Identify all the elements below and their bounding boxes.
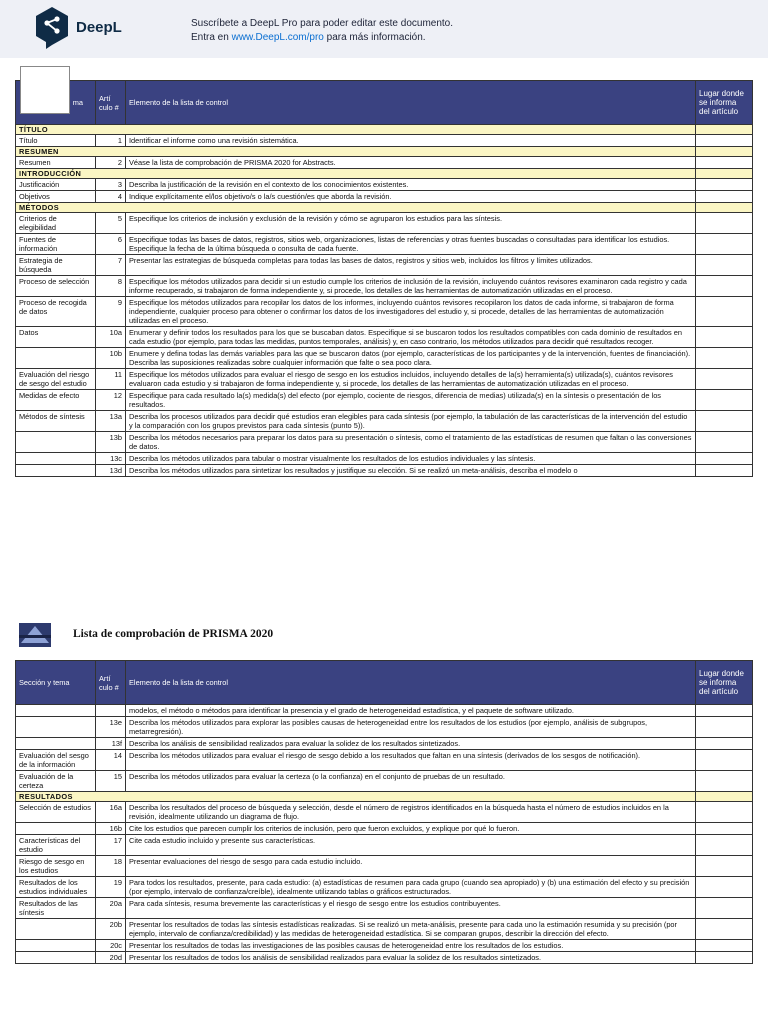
topic-cell: Resultados de los estudios individuales [16, 877, 96, 898]
table-row [16, 856, 753, 877]
location-cell[interactable] [696, 348, 753, 369]
promo-pre: Entra en [191, 32, 232, 43]
topic-cell: Evaluación del sesgo de la información [16, 750, 96, 771]
item-number-cell: 8 [96, 276, 126, 297]
checklist-item-cell: Presentar las estrategias de búsqueda completas para todas las bases de datos, registros y sitios web, incluidos los filtros y límites utilizados. [126, 255, 696, 276]
checklist-item-cell: Para cada síntesis, resuma brevemente las características y el riesgo de sesgo entre los estudios contribuyentes. [126, 898, 696, 919]
table-row [16, 179, 753, 191]
topic-cell: Resultados de las síntesis [16, 898, 96, 919]
table-row [16, 898, 753, 919]
section-location-cell [696, 203, 753, 213]
checklist-table-1 [15, 80, 753, 477]
item-number-cell: 13a [96, 411, 126, 432]
item-number-cell: 10a [96, 327, 126, 348]
item-number-cell: 16a [96, 802, 126, 823]
table-row [16, 771, 753, 792]
checklist-item-cell: Describa los métodos utilizados para evaluar la certeza (o la confianza) en el conjunto de pruebas de un resultado. [126, 771, 696, 792]
location-cell[interactable] [696, 369, 753, 390]
item-number-cell: 14 [96, 750, 126, 771]
location-cell[interactable] [696, 705, 753, 717]
location-cell[interactable] [696, 213, 753, 234]
checklist-table-2 [15, 660, 753, 964]
location-cell[interactable] [696, 390, 753, 411]
location-cell[interactable] [696, 952, 753, 964]
table-row [16, 157, 753, 169]
checklist-item-cell: Describa los resultados del proceso de búsqueda y selección, desde el número de registros identificados en la búsqueda hasta el número de estudios incluidos en la revisión, idealmente utilizando un diagrama de flujo. [126, 802, 696, 823]
deepl-brand-name: DeepL [76, 19, 122, 36]
section-location-cell [696, 147, 753, 157]
section-row [16, 147, 753, 157]
checklist-item-cell: Indique explícitamente el/los objetivo/s o la/s cuestión/es que aborda la revisión. [126, 191, 696, 203]
topic-cell [16, 465, 96, 477]
item-number-cell: 6 [96, 234, 126, 255]
location-cell[interactable] [696, 276, 753, 297]
header-item-number: Artí culo # [96, 661, 126, 705]
location-cell[interactable] [696, 940, 753, 952]
checklist-item-cell: Presentar los resultados de todos los análisis de sensibilidad realizados para evaluar la solidez de los resultados sintetizados. [126, 952, 696, 964]
location-cell[interactable] [696, 771, 753, 792]
section-row [16, 125, 753, 135]
table-row [16, 952, 753, 964]
checklist-page-1 [15, 80, 752, 477]
checklist-item-cell: Especifique los métodos utilizados para decidir si un estudio cumple los criterios de inclusión de la revisión, incluyendo cuántos revisores examinaron cada registro y cada informe recuperado, si trabajaron de forma independiente y, si procede, los detalles de las herramientas de automatización utilizadas en el proceso. [126, 276, 696, 297]
item-number-cell: 13e [96, 717, 126, 738]
header-checklist-element: Elemento de la lista de control [126, 661, 696, 705]
item-number-cell [96, 705, 126, 717]
topic-cell: Selección de estudios [16, 802, 96, 823]
section-location-cell [696, 125, 753, 135]
location-cell[interactable] [696, 179, 753, 191]
checklist-item-cell: Describa los procesos utilizados para decidir qué estudios eran elegibles para cada síntesis (por ejemplo, la tabulación de las características de la intervención del estudio y la comparación con los grupos previstos para cada síntesis (punto 5)). [126, 411, 696, 432]
table-row [16, 135, 753, 147]
item-number-cell: 17 [96, 835, 126, 856]
checklist-item-cell: Describa los métodos utilizados para sintetizar los resultados y justifique su elección. Si se realizó un meta-análisis, describa el modelo o [126, 465, 696, 477]
table-row [16, 213, 753, 234]
section-label: MÉTODOS [16, 203, 696, 213]
location-cell[interactable] [696, 327, 753, 348]
section-row [16, 169, 753, 179]
topic-cell: Título [16, 135, 96, 147]
table-row [16, 823, 753, 835]
location-cell[interactable] [696, 191, 753, 203]
header-section-partial: ma [72, 98, 83, 107]
topic-cell [16, 348, 96, 369]
topic-cell: Resumen [16, 157, 96, 169]
location-cell[interactable] [696, 750, 753, 771]
checklist-item-cell: Identificar el informe como una revisión sistemática. [126, 135, 696, 147]
item-number-cell: 2 [96, 157, 126, 169]
item-number-cell: 7 [96, 255, 126, 276]
topic-cell: Datos [16, 327, 96, 348]
topic-cell [16, 940, 96, 952]
promo-line-1: Suscríbete a DeepL Pro para poder editar este documento. [191, 18, 454, 29]
prisma-logo-icon [19, 623, 51, 647]
header-checklist-element: Elemento de la lista de control [126, 81, 696, 125]
topic-cell [16, 738, 96, 750]
header-location: Lugar donde se informa del artículo [696, 81, 753, 125]
table-row [16, 348, 753, 369]
location-cell[interactable] [696, 738, 753, 750]
location-cell[interactable] [696, 898, 753, 919]
table-row [16, 411, 753, 432]
item-number-cell: 13c [96, 453, 126, 465]
topic-cell [16, 453, 96, 465]
checklist-item-cell: Describa los métodos necesarios para preparar los datos para su presentación o síntesis, como el tratamiento de las estadísticas de resumen que faltan o las conversiones de datos. [126, 432, 696, 453]
topic-cell: Evaluación del riesgo de sesgo del estudio [16, 369, 96, 390]
item-number-cell: 3 [96, 179, 126, 191]
table-row [16, 919, 753, 940]
location-cell[interactable] [696, 297, 753, 327]
table-row [16, 835, 753, 856]
table-row [16, 297, 753, 327]
deepl-pro-link[interactable]: www.DeepL.com/pro [231, 32, 324, 43]
section-label: TÍTULO [16, 125, 696, 135]
table-row [16, 255, 753, 276]
location-cell[interactable] [696, 255, 753, 276]
checklist-item-cell: Cite cada estudio incluido y presente sus características. [126, 835, 696, 856]
topic-cell [16, 952, 96, 964]
topic-cell: Medidas de efecto [16, 390, 96, 411]
checklist-item-cell: Presentar evaluaciones del riesgo de sesgo para cada estudio incluido. [126, 856, 696, 877]
deepl-logo-icon [34, 6, 70, 50]
topic-cell: Riesgo de sesgo en los estudios [16, 856, 96, 877]
image-placeholder [20, 66, 70, 114]
table-row [16, 750, 753, 771]
table-row [16, 327, 753, 348]
location-cell[interactable] [696, 856, 753, 877]
item-number-cell: 18 [96, 856, 126, 877]
item-number-cell: 13f [96, 738, 126, 750]
section-row [16, 203, 753, 213]
table-row [16, 390, 753, 411]
table-row [16, 234, 753, 255]
item-number-cell: 16b [96, 823, 126, 835]
topic-cell [16, 432, 96, 453]
item-number-cell: 13b [96, 432, 126, 453]
topic-cell: Métodos de síntesis [16, 411, 96, 432]
checklist-page-2 [15, 628, 752, 964]
item-number-cell: 13d [96, 465, 126, 477]
topic-cell: Proceso de selección [16, 276, 96, 297]
checklist-item-cell: Describa los métodos utilizados para evaluar el riesgo de sesgo debido a los resultados que faltan en una síntesis (derivados de los sesgos de notificación). [126, 750, 696, 771]
table-row [16, 717, 753, 738]
item-number-cell: 9 [96, 297, 126, 327]
checklist-item-cell: Especifique los métodos utilizados para evaluar el riesgo de sesgo en los estudios incluidos, incluyendo detalles de la(s) herramienta(s) utilizada(s), cuántos revisores evaluaron cada estudio y si trabajaron de forma independiente y, si procede, los detalles de las herramientas de automatización utilizadas en el proceso. [126, 369, 696, 390]
table-row [16, 802, 753, 823]
topic-cell: Objetivos [16, 191, 96, 203]
item-number-cell: 20a [96, 898, 126, 919]
section-label: RESUMEN [16, 147, 696, 157]
table-body-1 [16, 125, 753, 477]
checklist-item-cell: Presentar los resultados de todas las investigaciones de las posibles causas de heterogeneidad entre los resultados de los estudios. [126, 940, 696, 952]
checklist-item-cell: Véase la lista de comprobación de PRISMA 2020 for Abstracts. [126, 157, 696, 169]
item-number-cell: 20c [96, 940, 126, 952]
checklist-item-cell: Cite los estudios que parecen cumplir los criterios de inclusión, pero que fueron excluidos, y explique por qué lo fueron. [126, 823, 696, 835]
topic-cell [16, 717, 96, 738]
topic-cell: Estrategia de búsqueda [16, 255, 96, 276]
topic-cell: Características del estudio [16, 835, 96, 856]
table-row [16, 276, 753, 297]
location-cell[interactable] [696, 919, 753, 940]
checklist-item-cell: Describa los análisis de sensibilidad realizados para evaluar la solidez de los resultados sintetizados. [126, 738, 696, 750]
topic-cell [16, 823, 96, 835]
topic-cell: Evaluación de la certeza [16, 771, 96, 792]
table-row [16, 940, 753, 952]
table-row [16, 705, 753, 717]
checklist-item-cell: Especifique los criterios de inclusión y exclusión de la revisión y cómo se agruparon los estudios para las síntesis. [126, 213, 696, 234]
section-location-cell [696, 169, 753, 179]
item-number-cell: 12 [96, 390, 126, 411]
table-row [16, 465, 753, 477]
section-location-cell [696, 792, 753, 802]
location-cell[interactable] [696, 135, 753, 147]
checklist-item-cell: Especifique para cada resultado la(s) medida(s) del efecto (por ejemplo, cociente de riesgos, diferencia de medias) utilizada(s) en la síntesis o presentación de los resultados. [126, 390, 696, 411]
table-row [16, 453, 753, 465]
header-section-topic: Sección y tema [16, 661, 96, 705]
location-cell[interactable] [696, 823, 753, 835]
location-cell[interactable] [696, 432, 753, 453]
item-number-cell: 1 [96, 135, 126, 147]
item-number-cell: 20b [96, 919, 126, 940]
checklist-item-cell: Describa los métodos utilizados para explorar las posibles causas de heterogeneidad entre los resultados de los estudios (por ejemplo, análisis de subgrupos, metarregresión). [126, 717, 696, 738]
location-cell[interactable] [696, 465, 753, 477]
topic-cell: Justificación [16, 179, 96, 191]
page-title: Lista de comprobación de PRISMA 2020 [73, 628, 274, 640]
item-number-cell: 5 [96, 213, 126, 234]
table-row [16, 738, 753, 750]
table-body-2 [16, 705, 753, 964]
item-number-cell: 15 [96, 771, 126, 792]
topic-cell [16, 919, 96, 940]
topic-cell [16, 705, 96, 717]
promo-post: para más información. [323, 32, 426, 43]
location-cell[interactable] [696, 234, 753, 255]
location-cell[interactable] [696, 453, 753, 465]
item-number-cell: 19 [96, 877, 126, 898]
table-row [16, 877, 753, 898]
checklist-item-cell: Describa los métodos utilizados para tabular o mostrar visualmente los resultados de los estudios individuales y las síntesis. [126, 453, 696, 465]
checklist-item-cell: modelos, el método o métodos para identificar la presencia y el grado de heterogeneidad estadística, y el paquete de software utilizado. [126, 705, 696, 717]
item-number-cell: 11 [96, 369, 126, 390]
header-location: Lugar donde se informa del artículo [696, 661, 753, 705]
location-cell[interactable] [696, 717, 753, 738]
item-number-cell: 10b [96, 348, 126, 369]
section-label: RESULTADOS [16, 792, 696, 802]
header-item-number: Artí culo # [96, 81, 126, 125]
location-cell[interactable] [696, 411, 753, 432]
checklist-item-cell: Especifique todas las bases de datos, registros, sitios web, organizaciones, listas de referencias y otras fuentes buscadas o consultadas para identificar los estudios. Especifique la fecha de la última búsqueda o consulta de cada fuente. [126, 234, 696, 255]
checklist-item-cell: Enumerar y definir todos los resultados para los que se buscaban datos. Especifique si se buscaron todos los resultados compatibles con cada dominio de resultados en cada estudio (por ejemplo, para todas las medidas, puntos temporales, análisis) y, en caso contrario, los métodos utilizados para decidir qué resultados recoger. [126, 327, 696, 348]
location-cell[interactable] [696, 157, 753, 169]
location-cell[interactable] [696, 835, 753, 856]
checklist-item-cell: Enumere y defina todas las demás variables para las que se buscaron datos (por ejemplo, características de los participantes y de la intervención, fuentes de financiación). Describa las suposiciones realizadas sobre cualquier información que falte o sea poco clara. [126, 348, 696, 369]
item-number-cell: 20d [96, 952, 126, 964]
table-row [16, 432, 753, 453]
table-row [16, 369, 753, 390]
table-row [16, 191, 753, 203]
topic-cell: Fuentes de información [16, 234, 96, 255]
location-cell[interactable] [696, 877, 753, 898]
deepl-banner [0, 0, 768, 58]
checklist-item-cell: Presentar los resultados de todas las síntesis estadísticas realizadas. Si se realizó un meta-análisis, presente para cada uno la estimación resumida y su precisión (por ejemplo, intervalo de confianza/credibilidad) y las medidas de heterogeneidad estadística. Si se comparan grupos, describir la dirección del efecto. [126, 919, 696, 940]
location-cell[interactable] [696, 802, 753, 823]
topic-cell: Criterios de elegibilidad [16, 213, 96, 234]
promo-line-2 [191, 32, 426, 43]
section-row [16, 792, 753, 802]
section-label: INTRODUCCIÓN [16, 169, 696, 179]
item-number-cell: 4 [96, 191, 126, 203]
topic-cell: Proceso de recogida de datos [16, 297, 96, 327]
page-2-header [15, 620, 752, 650]
checklist-item-cell: Especifique los métodos utilizados para recopilar los datos de los informes, incluyendo cuántos revisores recopilaron los datos de cada informe, si trabajaron de forma independiente, cualquier proceso para obtener o confirmar los datos de los investigadores del estudio y, si procede, detalles de las herramientas de automatización utilizadas en el proceso. [126, 297, 696, 327]
checklist-item-cell: Describa la justificación de la revisión en el contexto de los conocimientos existentes. [126, 179, 696, 191]
checklist-item-cell: Para todos los resultados, presente, para cada estudio: (a) estadísticas de resumen para cada grupo (cuando sea apropiado) y (b) una estimación del efecto y su precisión (por ejemplo, intervalo de confianza/creíble), idealmente utilizando tablas o gráficos estructurados. [126, 877, 696, 898]
